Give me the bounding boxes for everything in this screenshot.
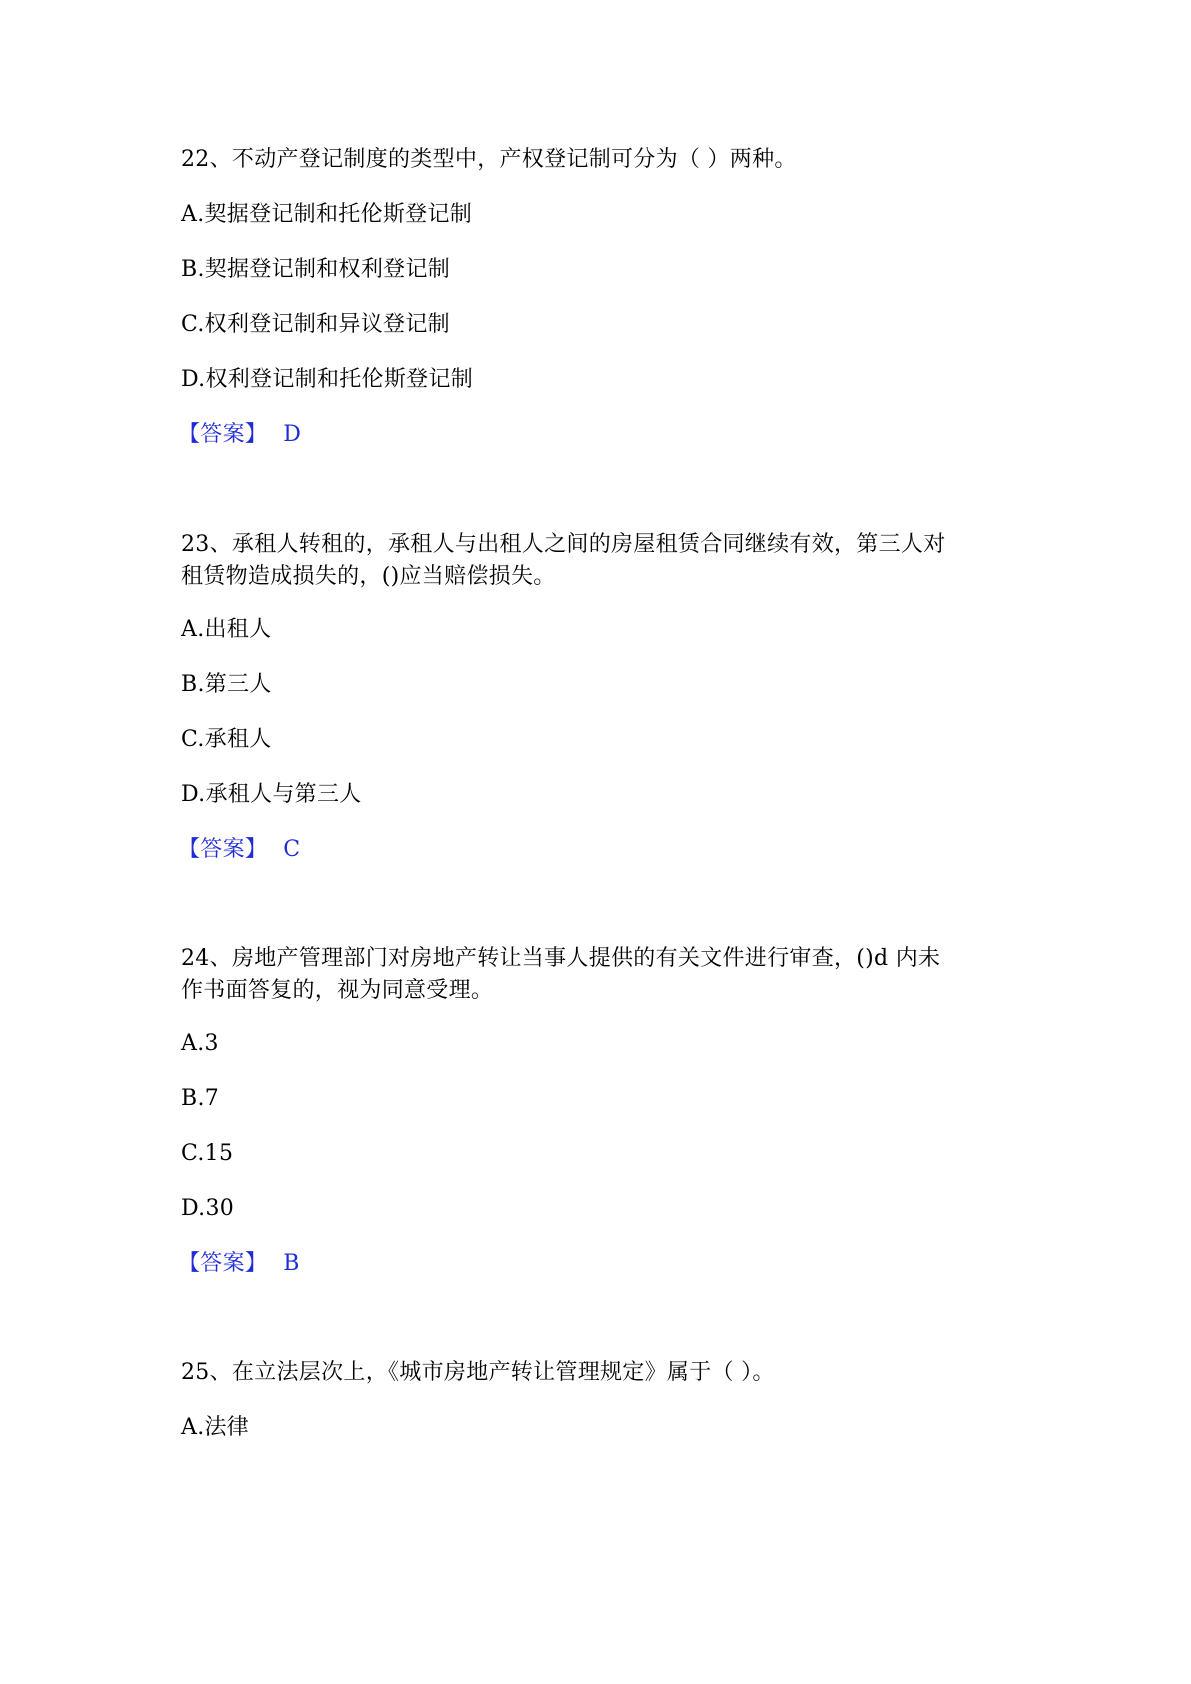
question-23-option-d: D.承租人与第三人 <box>181 782 362 807</box>
question-24-stem-line-1: 24、房地产管理部门对房地产转让当事人提供的有关文件进行审查，()d 内未 <box>181 946 941 971</box>
answer-letter: B <box>283 1251 300 1276</box>
answer-letter: D <box>283 422 302 447</box>
question-23-option-b: B.第三人 <box>181 672 272 697</box>
question-23-answer <box>178 834 300 866</box>
question-22-option-d: D.权利登记制和托伦斯登记制 <box>181 367 474 392</box>
question-24-answer <box>178 1248 300 1280</box>
question-24-option-d: D.30 <box>181 1196 235 1221</box>
question-24-stem-line-2: 作书面答复的，视为同意受理。 <box>181 978 494 1003</box>
question-25-option-a: A.法律 <box>181 1415 250 1440</box>
question-23-option-a: A.出租人 <box>181 617 272 642</box>
answer-label: 【答案】 <box>178 1251 268 1276</box>
answer-label: 【答案】 <box>178 837 268 862</box>
answer-letter: C <box>283 837 301 862</box>
question-22-option-b: B.契据登记制和权利登记制 <box>181 257 451 282</box>
question-23-stem-line-1: 23、承租人转租的，承租人与出租人之间的房屋租赁合同继续有效，第三人对 <box>181 532 946 557</box>
question-23-stem-line-2: 租赁物造成损失的，()应当赔偿损失。 <box>181 564 556 589</box>
question-22-option-c: C.权利登记制和异议登记制 <box>181 312 450 337</box>
question-25-stem: 25、在立法层次上，《城市房地产转让管理规定》属于（ ）。 <box>181 1360 775 1385</box>
question-24-option-a: A.3 <box>181 1031 219 1056</box>
question-24-option-c: C.15 <box>181 1141 234 1166</box>
question-22-stem: 22、不动产登记制度的类型中，产权登记制可分为（ ）两种。 <box>181 147 797 172</box>
answer-label: 【答案】 <box>178 422 268 447</box>
question-23-option-c: C.承租人 <box>181 727 272 752</box>
question-22-option-a: A.契据登记制和托伦斯登记制 <box>181 202 473 227</box>
question-24-option-b: B.7 <box>181 1086 220 1111</box>
question-22-answer <box>178 419 301 451</box>
